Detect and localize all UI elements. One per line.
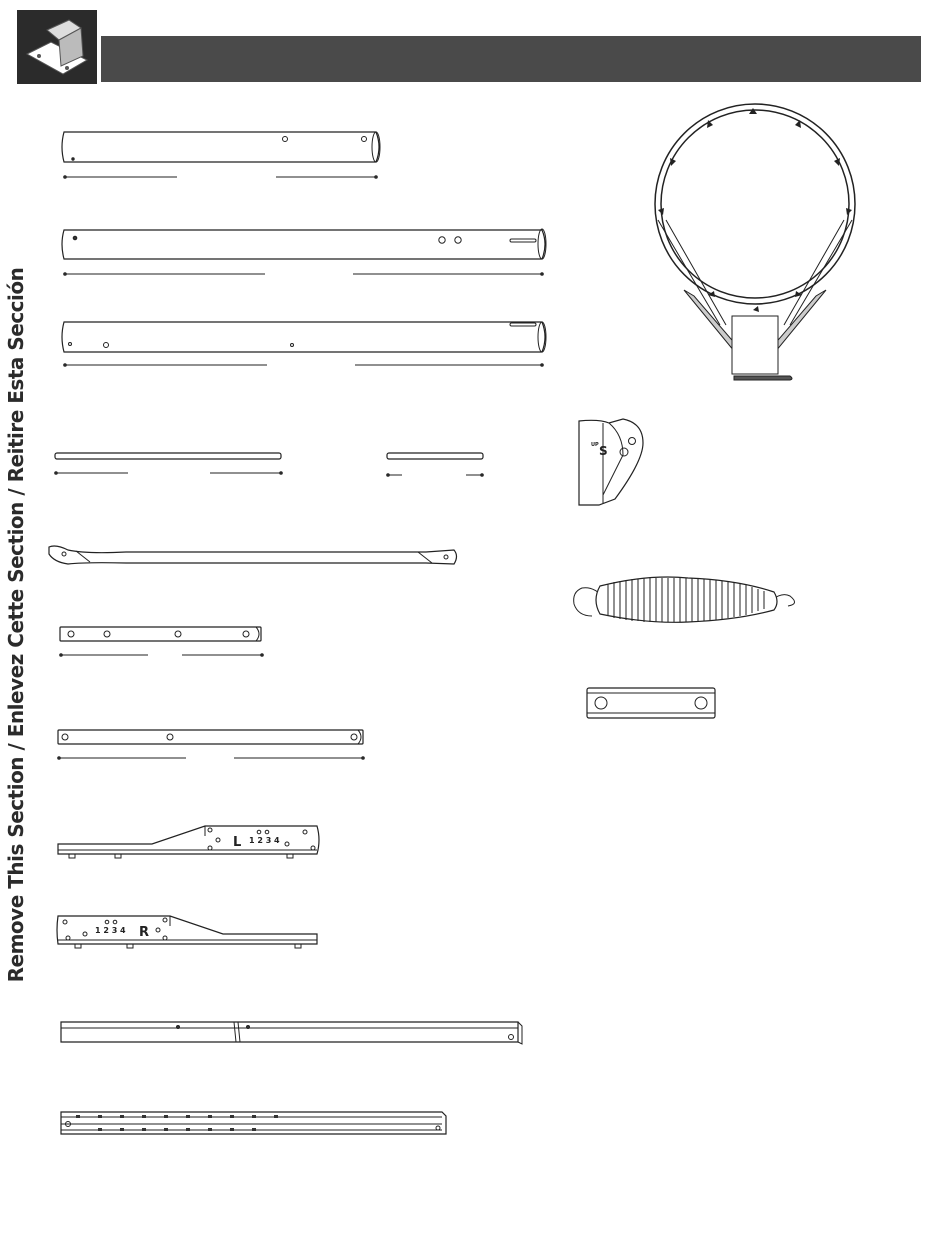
long-tube-slotted-part bbox=[60, 226, 555, 281]
square-tube-part bbox=[58, 1018, 528, 1046]
remove-section-label: Remove This Section / Enlevez Cette Section / Reitire Esta Sección bbox=[4, 267, 28, 983]
short-rod-part bbox=[384, 448, 494, 480]
extension-spring-part bbox=[568, 570, 808, 630]
left-bracket-letter: L bbox=[233, 835, 242, 850]
right-bracket-digits: 1 2 3 4 bbox=[95, 926, 126, 935]
basketball-rim-part bbox=[640, 100, 880, 385]
left-arm-bracket-part bbox=[55, 822, 325, 862]
channel-clip-part bbox=[583, 684, 723, 724]
left-bracket-digits: 1 2 3 4 bbox=[249, 836, 280, 845]
channel-rail-part bbox=[58, 1108, 453, 1138]
long-tube-part bbox=[60, 318, 555, 373]
right-arm-bracket-part bbox=[55, 912, 325, 952]
bracket-s-text: S bbox=[599, 444, 608, 458]
flattened-brace-part bbox=[46, 542, 466, 572]
side-label-container bbox=[0, 0, 32, 1248]
long-rod-part bbox=[52, 448, 292, 480]
long-flat-bar-part bbox=[54, 727, 369, 763]
section-header-bar bbox=[101, 36, 921, 82]
angle-bracket-part bbox=[575, 415, 655, 510]
right-bracket-letter: R bbox=[139, 925, 150, 940]
bracket-up-text: UP bbox=[591, 442, 599, 448]
short-tube-part bbox=[60, 128, 390, 183]
short-flat-bar-part bbox=[56, 624, 271, 660]
